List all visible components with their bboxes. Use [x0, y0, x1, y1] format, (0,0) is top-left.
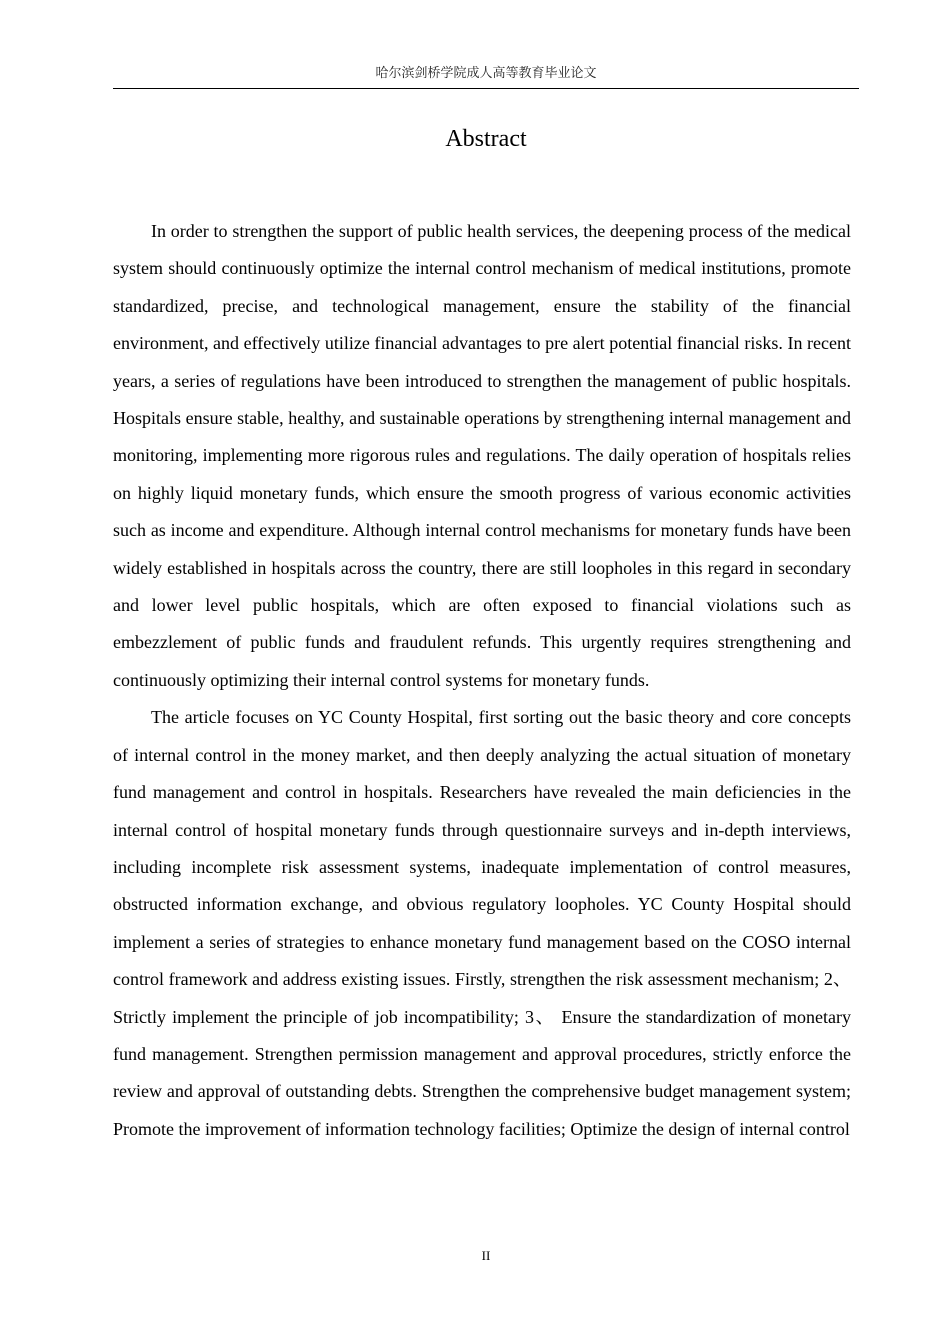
- abstract-paragraph-1: In order to strengthen the support of public health services, the deepening process of the medical system should continuously optimize the internal control mechanism of medical institutions, promote standardized, precise, and technological management, ensure the stability of the financial environment, and effectively utilize financial advantages to pre alert potential financial risks. In recent years, a series of regulations have been introduced to strengthen the management of public hospitals. Hospitals ensure stable, healthy, and sustainable operations by strengthening internal management and monitoring, implementing more rigorous rules and regulations. The daily operation of hospitals relies on highly liquid monetary funds, which ensure the smooth progress of various economic activities such as income and expenditure. Although internal control mechanisms for monetary funds have been widely established in hospitals across the country, there are still loopholes in this regard in secondary and lower level public hospitals, which are often exposed to financial violations such as embezzlement of public funds and fraudulent refunds. This urgently requires strengthening and continuously optimizing their internal control systems for monetary funds.: [113, 221, 851, 690]
- header-divider: [113, 88, 859, 89]
- abstract-body: [113, 213, 851, 1148]
- page-number: II: [481, 1248, 491, 1263]
- running-header: 哈尔滨剑桥学院成人高等教育毕业论文: [375, 66, 597, 81]
- page-title: Abstract: [445, 126, 527, 152]
- abstract-paragraph-2: The article focuses on YC County Hospital, first sorting out the basic theory and core concepts of internal control in the money market, and then deeply analyzing the actual situation of monetary fund management and control in hospitals. Researchers have revealed the main deficiencies in the internal control of hospital monetary funds through questionnaire surveys and in-depth interviews, including incomplete risk assessment systems, inadequate implementation of control measures, obstructed information exchange, and obvious regulatory loopholes. YC County Hospital should implement a series of strategies to enhance monetary fund management based on the COSO internal control framework and address existing issues. Firstly, strengthen the risk assessment mechanism; 2、 Strictly implement the principle of job incompatibility; 3、 Ensure the standardization of monetary fund management. Strengthen permission management and approval procedures, strictly enforce the review and approval of outstanding debts. Strengthen the comprehensive budget management system; Promote the improvement of information technology facilities; Optimize the design of internal control: [113, 707, 851, 1139]
